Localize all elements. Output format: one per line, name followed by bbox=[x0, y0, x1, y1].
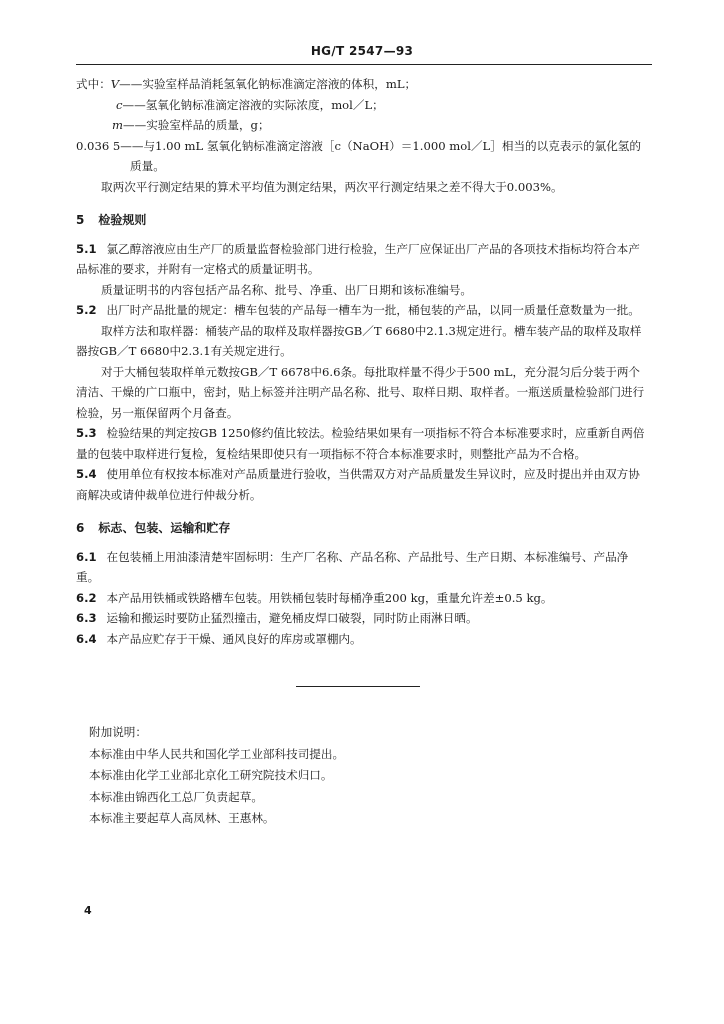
section-number: 5 bbox=[76, 213, 85, 227]
clause bbox=[76, 280, 646, 301]
note-line: 本标准由锦西化工总厂负责起草。 bbox=[89, 789, 263, 804]
body-content bbox=[76, 74, 646, 649]
end-divider bbox=[296, 686, 420, 687]
clause-text: 氯乙醇溶液应由生产厂的质量监督检验部门进行检验，生产厂应保证出厂产品的各项技术指标均符合本产品标准的要求，并附有一定格式的质量证明书。 bbox=[76, 241, 640, 276]
clause bbox=[76, 321, 646, 362]
section-title: 标志、包装、运输和贮存 bbox=[98, 521, 231, 535]
clause bbox=[76, 547, 646, 588]
def-text: ——氢氧化钠标准滴定溶液的实际浓度，mol／L； bbox=[122, 97, 384, 112]
clause-text: 使用单位有权按本标准对产品质量进行验收，当供需双方对产品质量发生异议时，应及时提出并由双方协商解决或请仲裁单位进行仲裁分析。 bbox=[76, 467, 640, 502]
clause-number: 6.3 bbox=[76, 611, 97, 625]
clause bbox=[76, 362, 646, 424]
clause-text: 质量证明书的内容包括产品名称、批号、净重、出厂日期和该标准编号。 bbox=[101, 282, 473, 297]
section-title: 检验规则 bbox=[98, 213, 147, 227]
clause-text: 本产品用铁桶或铁路槽车包装。用铁桶包装时每桶净重200 kg，重量允许差±0.5 kg。 bbox=[106, 590, 553, 605]
def-text: ——与1.00 mL 氢氧化钠标准滴定溶液［c（NaOH）＝1.000 mol／L］相当的以克表示的氯化氢的质量。 bbox=[120, 138, 641, 173]
clause bbox=[76, 239, 646, 280]
def-symbol: 0.036 5 bbox=[76, 138, 121, 153]
result-paragraph: 取两次平行测定结果的算术平均值为测定结果，两次平行测定结果之差不得大于0.003%。 bbox=[101, 179, 563, 194]
def-symbol: V bbox=[110, 77, 120, 91]
clause-text: 本产品应贮存于干燥、通风良好的库房或罩棚内。 bbox=[106, 631, 362, 646]
note-line: 本标准主要起草人高凤林、王惠林。 bbox=[89, 811, 275, 825]
formula-def bbox=[76, 95, 646, 116]
clause-number: 6.4 bbox=[76, 631, 97, 646]
page-number: 4 bbox=[84, 904, 92, 917]
section-heading bbox=[76, 210, 646, 231]
clause bbox=[76, 608, 646, 629]
clause-text: 检验结果的判定按GB 1250修约值比较法。检验结果如果有一项指标不符合本标准要求时，应重新自两倍量的包装中取样进行复检，复检结果即使只有一项指标不符合本标准要求时，则整批产品为不合格。 bbox=[76, 426, 645, 461]
def-prefix: 式中： bbox=[76, 77, 111, 91]
note-line: 本标准由化学工业部北京化工研究院技术归口。 bbox=[89, 768, 333, 782]
def-text: ——实验室样品消耗氢氧化钠标准滴定溶液的体积，mL； bbox=[119, 77, 417, 91]
def-symbol: c bbox=[116, 97, 123, 112]
note-title: 附加说明： bbox=[89, 725, 147, 739]
clause-text: 取样方法和取样器：桶装产品的取样及取样器按GB／T 6680中2.1.3规定进行。槽车装产品的取样及取样器按GB／T 6680中2.3.1有关规定进行。 bbox=[76, 323, 642, 358]
def-text: ——实验室样品的质量，g； bbox=[123, 118, 270, 132]
clause-number: 5.2 bbox=[76, 303, 97, 317]
clause-number: 6.2 bbox=[76, 590, 97, 605]
section-heading bbox=[76, 518, 646, 539]
clause-text: 对于大桶包装取样单元数按GB／T 6678中6.6条。每批取样量不得少于500 mL，充分混匀后分装于两个清洁、干燥的广口瓶中，密封，贴上标签并注明产品名称、批号、取样日期、取样者。一瓶送质量检验部门进行检验，另一瓶保留两个月备查。 bbox=[76, 364, 645, 420]
formula-def bbox=[76, 74, 646, 95]
clause-number: 5.1 bbox=[76, 241, 97, 256]
page-header: HG/T 2547—93 bbox=[310, 44, 414, 58]
clause bbox=[76, 588, 646, 609]
clause-text: 运输和搬运时要防止猛烈撞击，避免桶皮焊口破裂，同时防止雨淋日晒。 bbox=[106, 611, 478, 625]
def-symbol: m bbox=[112, 118, 123, 132]
formula-def bbox=[76, 115, 646, 136]
formula-def bbox=[76, 136, 646, 177]
clause-number: 5.4 bbox=[76, 467, 97, 481]
clause bbox=[76, 423, 646, 464]
section-number: 6 bbox=[76, 521, 85, 535]
clause-number: 6.1 bbox=[76, 549, 97, 564]
note-line: 本标准由中华人民共和国化学工业部科技司提出。 bbox=[89, 746, 345, 761]
clause-text: 出厂时产品批量的规定：槽车包装的产品每一槽车为一批，桶包装的产品，以同一质量任意数量为一批。 bbox=[106, 303, 640, 317]
clause bbox=[76, 629, 646, 650]
clause bbox=[76, 300, 646, 321]
clause-text: 在包装桶上用油漆清楚牢固标明：生产厂名称、产品名称、产品批号、生产日期、本标准编号、产品净重。 bbox=[76, 549, 629, 584]
header-rule bbox=[76, 64, 652, 65]
clause-number: 5.3 bbox=[76, 426, 97, 440]
clause bbox=[76, 464, 646, 505]
additional-notes bbox=[89, 722, 629, 830]
